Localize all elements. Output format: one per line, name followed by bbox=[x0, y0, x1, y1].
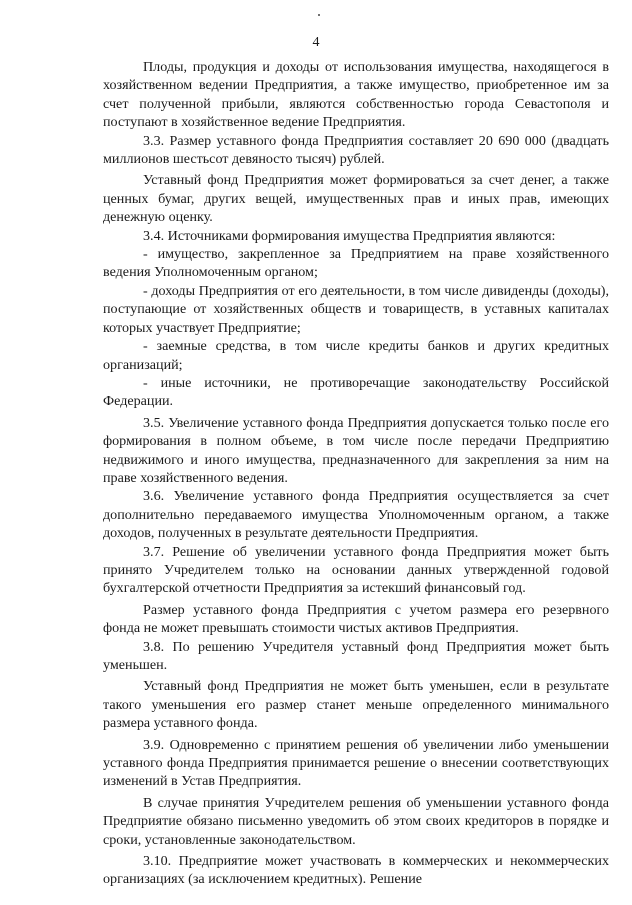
paragraph: 3.9. Одновременно с принятием решения об увеличении либо уменьшении уставного фонда Предприятия принимается решение о внесении соответствующих изменений в Устав Предприятия. bbox=[103, 736, 609, 790]
list-item: - имущество, закрепленное за Предприятием на праве хозяйственного ведения Уполномоченным органом; bbox=[103, 246, 609, 281]
paragraph: 3.7. Решение об увеличении уставного фонда Предприятия может быть принято Учредителем только на основании данных утвержденной годовой бухгалтерской отчетности Предприятия за истекший финансовый год. bbox=[103, 543, 609, 597]
page-number: 4 bbox=[312, 35, 320, 50]
paragraph: Размер уставного фонда Предприятия с учетом размера его резервного фонда не может превышать стоимости чистых активов Предприятия. bbox=[103, 601, 609, 637]
paragraph: Уставный фонд Предприятия не может быть уменьшен, если в результате такого уменьшения его размер станет меньше определенного минимального размера уставного фонда. bbox=[103, 678, 609, 732]
scan-speck bbox=[318, 14, 320, 16]
list-item: - доходы Предприятия от его деятельности, в том числе дивиденды (доходы), поступающие от хозяйственных обществ и товариществ, в уставных капиталах которых участвует Предприятие; bbox=[103, 282, 609, 336]
list-item: - заемные средства, в том числе кредиты банков и других кредитных организаций; bbox=[103, 338, 609, 373]
paragraph: Плоды, продукция и доходы от использования имущества, находящегося в хозяйственном ведении Предприятия, а также имущество, приобретенное им за счет полученной прибыли, являются собственностью города Севастополя и поступают в хозяйственное ведение Предприятия. bbox=[103, 59, 609, 131]
paragraph: Уставный фонд Предприятия может формироваться за счет денег, а также ценных бумаг, других вещей, имущественных прав и иных прав, имеющих денежную оценку. bbox=[103, 172, 609, 226]
paragraph: 3.4. Источниками формирования имущества Предприятия являются: bbox=[143, 227, 556, 244]
paragraph: 3.6. Увеличение уставного фонда Предприятия осуществляется за счет дополнительно передаваемого имущества Уполномоченным органом, а также доходов, полученных в результате деятельности Предприятия. bbox=[103, 488, 609, 542]
paragraph: 3.3. Размер уставного фонда Предприятия составляет 20 690 000 (двадцать миллионов шестьсот девяносто тысяч) рублей. bbox=[103, 132, 609, 168]
document-body bbox=[103, 58, 609, 889]
paragraph: 3.10. Предприятие может участвовать в коммерческих и некоммерческих организациях (за исключением кредитных). Решение bbox=[103, 853, 609, 888]
paragraph: В случае принятия Учредителем решения об уменьшении уставного фонда Предприятие обязано письменно уведомить об этом своих кредиторов в порядке и сроки, установленные законодательством. bbox=[103, 794, 609, 848]
paragraph: 3.5. Увеличение уставного фонда Предприятия допускается только после его формирования в полном объеме, в том числе после передачи Предприятию недвижимого и иного имущества, предназначенного для закрепления за ним на праве хозяйственного ведения. bbox=[103, 414, 609, 486]
list-item: - иные источники, не противоречащие законодательству Российской Федерации. bbox=[103, 374, 609, 410]
paragraph: 3.8. По решению Учредителя уставный фонд Предприятия может быть уменьшен. bbox=[103, 638, 609, 673]
